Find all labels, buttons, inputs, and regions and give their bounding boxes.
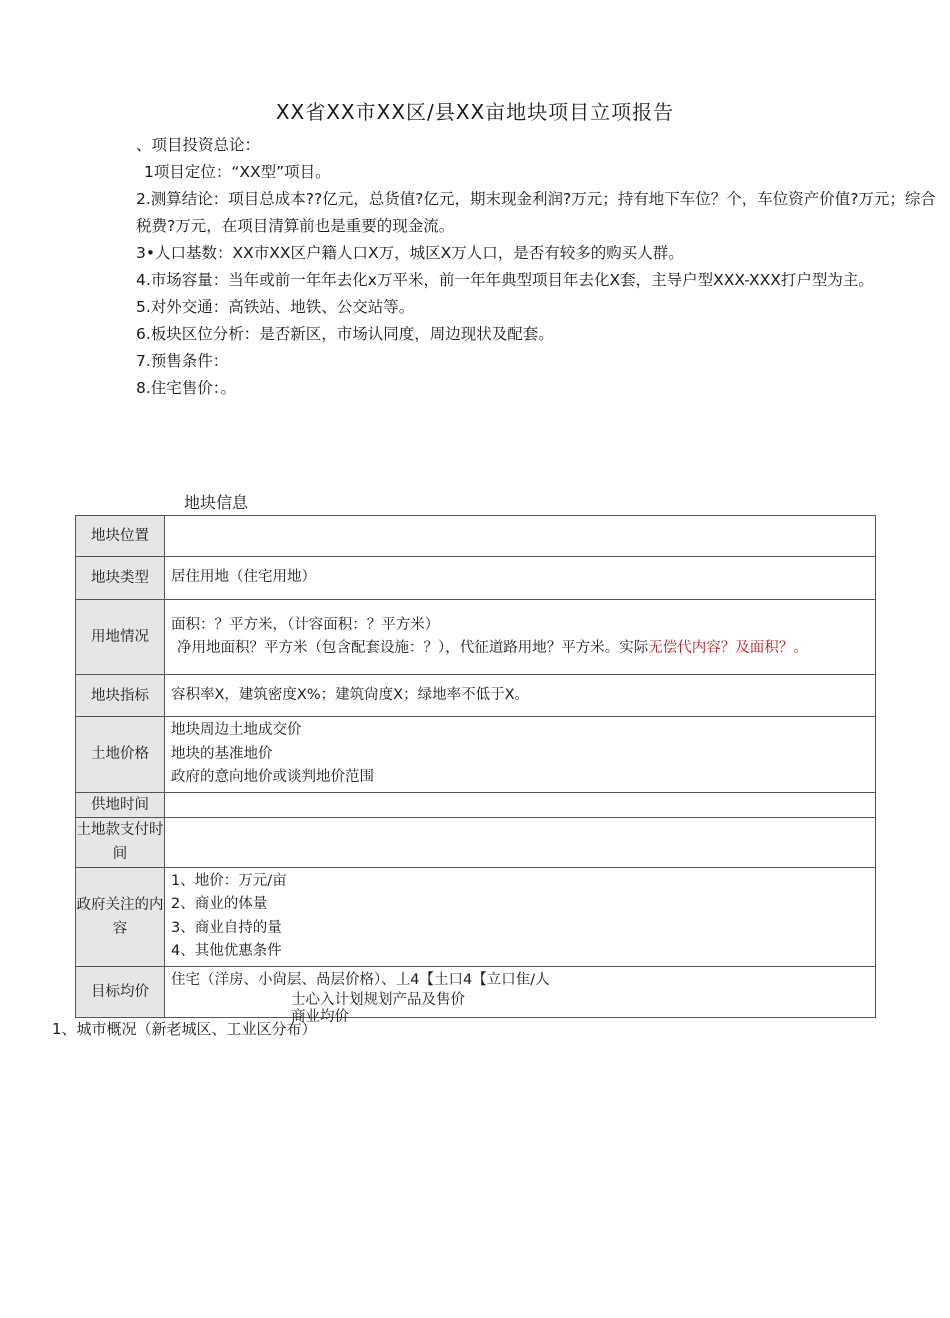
gov-focus-line: 4、其他优惠条件 xyxy=(171,943,282,959)
price-line: 地块的基准地价 xyxy=(171,745,273,762)
summary-item-location-analysis: 6.板块区位分析：是否新区，市场认同度，周边现状及配套。 xyxy=(136,325,554,343)
report-title: XX省XX市XX区/县XX亩地块项目立项报告 xyxy=(275,100,675,124)
row-value-indicators: 容积率X，建筑密度X%；建筑尙度X；绿地率不低于X。 xyxy=(165,675,876,717)
target-price-line: 士心入计划规划产品及售价 xyxy=(291,992,465,1008)
land-info-table xyxy=(75,515,876,1025)
summary-item-housing-price: 8.住宅售价：。 xyxy=(136,379,237,397)
row-label-usage: 用地情况 xyxy=(76,600,165,675)
table-row xyxy=(76,516,876,557)
target-price-line: 住宅（洋房、小尙层、咼层价格）、丄4【土口4【立口隹/人 xyxy=(171,971,550,988)
usage-detail-text: 净用地面积？平方米（包含配套设施：？），代征道路用地？平方米。实际 xyxy=(177,640,649,656)
investment-summary xyxy=(136,132,936,402)
row-value-type: 居住用地（住宅用地） xyxy=(165,557,876,600)
row-label-supply-time: 供地时间 xyxy=(76,792,165,817)
row-value-payment-time xyxy=(165,817,876,867)
row-label-target-price: 目标均价 xyxy=(76,966,165,1017)
usage-detail-line xyxy=(171,637,869,661)
table-row xyxy=(76,717,876,793)
table-row xyxy=(76,867,876,966)
summary-item-positioning: 1项目定位：“XX型”项目。 xyxy=(144,163,331,181)
usage-area-line: 面积：？平方米，（计容面积：？平方米） xyxy=(171,616,440,633)
table-row xyxy=(76,557,876,600)
summary-item-population: 3•人口基数：XX市XX区户籍人口X万，城区X万人口，是否有较多的购买人群。 xyxy=(136,244,684,262)
summary-heading: 、项目投资总论： xyxy=(136,136,261,154)
row-label-price: 土地价格 xyxy=(76,717,165,793)
target-price-line: 商业均价 xyxy=(291,1009,349,1025)
row-label-payment-time: 土地款支付时间 xyxy=(76,817,165,867)
summary-item-calculation: 2.测算结论：项目总成本??亿元，总货值?亿元，期末现金利润?万元；持有地下车位？个，车位资产价值?万元；综合税费?万元，在项目清算前也是重要的现金流。 xyxy=(136,190,936,235)
table-row xyxy=(76,966,876,1017)
summary-item-market: 4.市场容量：当年或前一年年去化x万平米，前一年年典型项目年去化X套，主导户型XXX-XXX打户型为主。 xyxy=(136,271,874,289)
price-line: 政府的意向地价或谈判地价范围 xyxy=(171,769,374,785)
table-row xyxy=(76,792,876,817)
table-row xyxy=(76,675,876,717)
table-row xyxy=(76,817,876,867)
row-value-gov-focus xyxy=(165,867,876,966)
row-value-usage xyxy=(165,600,876,675)
summary-item-transport: 5.对外交通：高铁站、地铁、公交站等。 xyxy=(136,298,415,316)
gov-focus-line: 2、商业的体量 xyxy=(171,896,268,912)
summary-item-presale: 7.预售条件： xyxy=(136,352,229,370)
city-overview-heading: 1、城市概况（新老城区、工业区分布） xyxy=(52,1020,317,1038)
row-label-location: 地块位置 xyxy=(76,516,165,557)
row-label-indicators: 地块指标 xyxy=(76,675,165,717)
row-label-gov-focus: 政府关注的内容 xyxy=(76,867,165,966)
row-label-type: 地块类型 xyxy=(76,557,165,600)
row-value-supply-time xyxy=(165,792,876,817)
gov-focus-line: 3、商业自持的量 xyxy=(171,919,282,936)
row-value-location xyxy=(165,516,876,557)
row-value-target-price xyxy=(165,966,876,1025)
gov-focus-line: 1、地价：万元/亩 xyxy=(171,872,287,889)
land-table-caption: 地块信息 xyxy=(184,493,249,512)
table-row xyxy=(76,600,876,675)
usage-highlight-text: 无偿代内容？及面积？。 xyxy=(648,640,808,656)
price-line: 地块周边土地成交价 xyxy=(171,722,302,738)
row-value-price xyxy=(165,717,876,793)
